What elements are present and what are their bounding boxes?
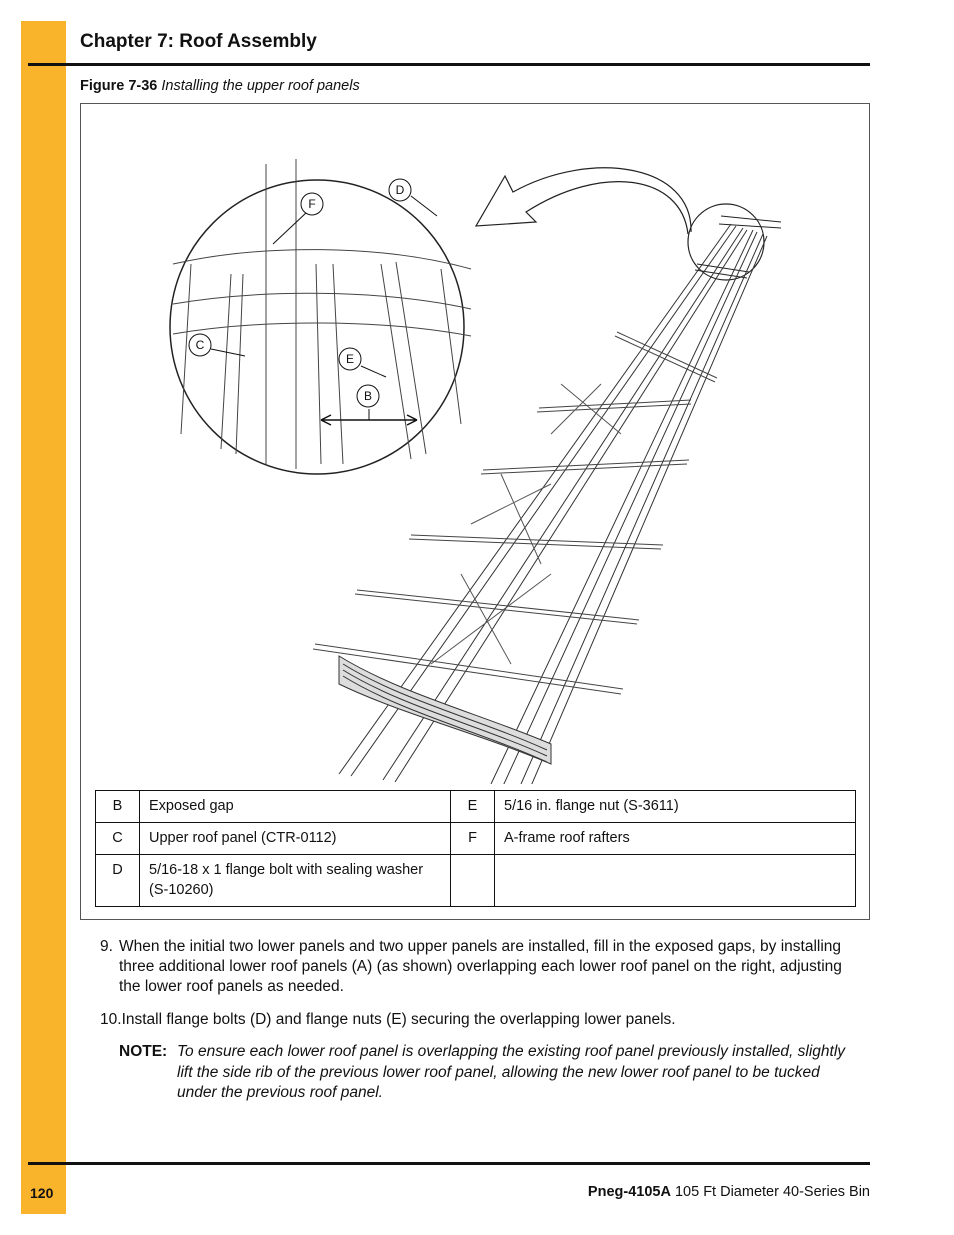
legend-key: F (451, 823, 495, 855)
step-text: Install flange bolts (D) and flange nuts (E) securing the overlapping lower panels. (121, 1011, 676, 1028)
legend-value: 5/16 in. flange nut (S-3611) (495, 791, 856, 823)
document-id (588, 1184, 870, 1200)
legend-value: Exposed gap (140, 791, 451, 823)
legend-table (95, 790, 856, 907)
callout-label-B: B (363, 389, 373, 403)
chapter-tab-sidebar (21, 21, 66, 1214)
legend-key (451, 855, 495, 907)
legend-row (96, 791, 856, 823)
legend-key: B (96, 791, 140, 823)
header-rule (28, 63, 870, 66)
step-10 (100, 1010, 865, 1030)
callout-label-F: F (308, 197, 316, 211)
doc-code: Pneg-4105A (587, 1184, 671, 1200)
legend-value: Upper roof panel (CTR-0112) (140, 823, 451, 855)
figure-frame (80, 103, 870, 920)
curved-arrow (476, 168, 691, 234)
callout-label-D: D (395, 183, 405, 197)
page-number: 120 (30, 1185, 54, 1201)
figure-caption-text: Installing the upper roof panels (161, 78, 360, 94)
note-text: To ensure each lower roof panel is overlapping the existing roof panel previously installed, slightly lift the side rib of the previous lower roof panel, allowing the new lower roof panel to be tucked under the previous roof panel. (177, 1043, 846, 1101)
legend-key: E (451, 791, 495, 823)
step-number: 9. (100, 938, 113, 955)
callout-label-C: C (195, 338, 205, 352)
legend-row (96, 823, 856, 855)
step-number: 10. (100, 1011, 122, 1028)
legend-value: A-frame roof rafters (495, 823, 856, 855)
doc-title: 105 Ft Diameter 40-Series Bin (674, 1184, 870, 1200)
legend-key: C (96, 823, 140, 855)
footer-rule (28, 1162, 870, 1165)
legend-key: D (96, 855, 140, 907)
note-label: NOTE: (119, 1043, 168, 1060)
figure-caption (80, 78, 360, 94)
legend-value: 5/16-18 x 1 flange bolt with sealing washer (S-10260) (140, 855, 451, 907)
callout-label-E: E (345, 352, 355, 366)
figure-number: Figure 7-36 (80, 78, 158, 94)
chapter-title: Chapter 7: Roof Assembly (80, 31, 317, 52)
step-text: When the initial two lower panels and two upper panels are installed, fill in the exposed gaps, by installing three additional lower roof panels (A) (as shown) overlapping each lower roof panel on the right, adjusting the lower roof panels as needed. (119, 938, 842, 995)
step-9 (100, 937, 865, 997)
note (119, 1042, 859, 1104)
roof-panel-drawing (81, 104, 869, 784)
legend-row (96, 855, 856, 907)
legend-value (495, 855, 856, 907)
